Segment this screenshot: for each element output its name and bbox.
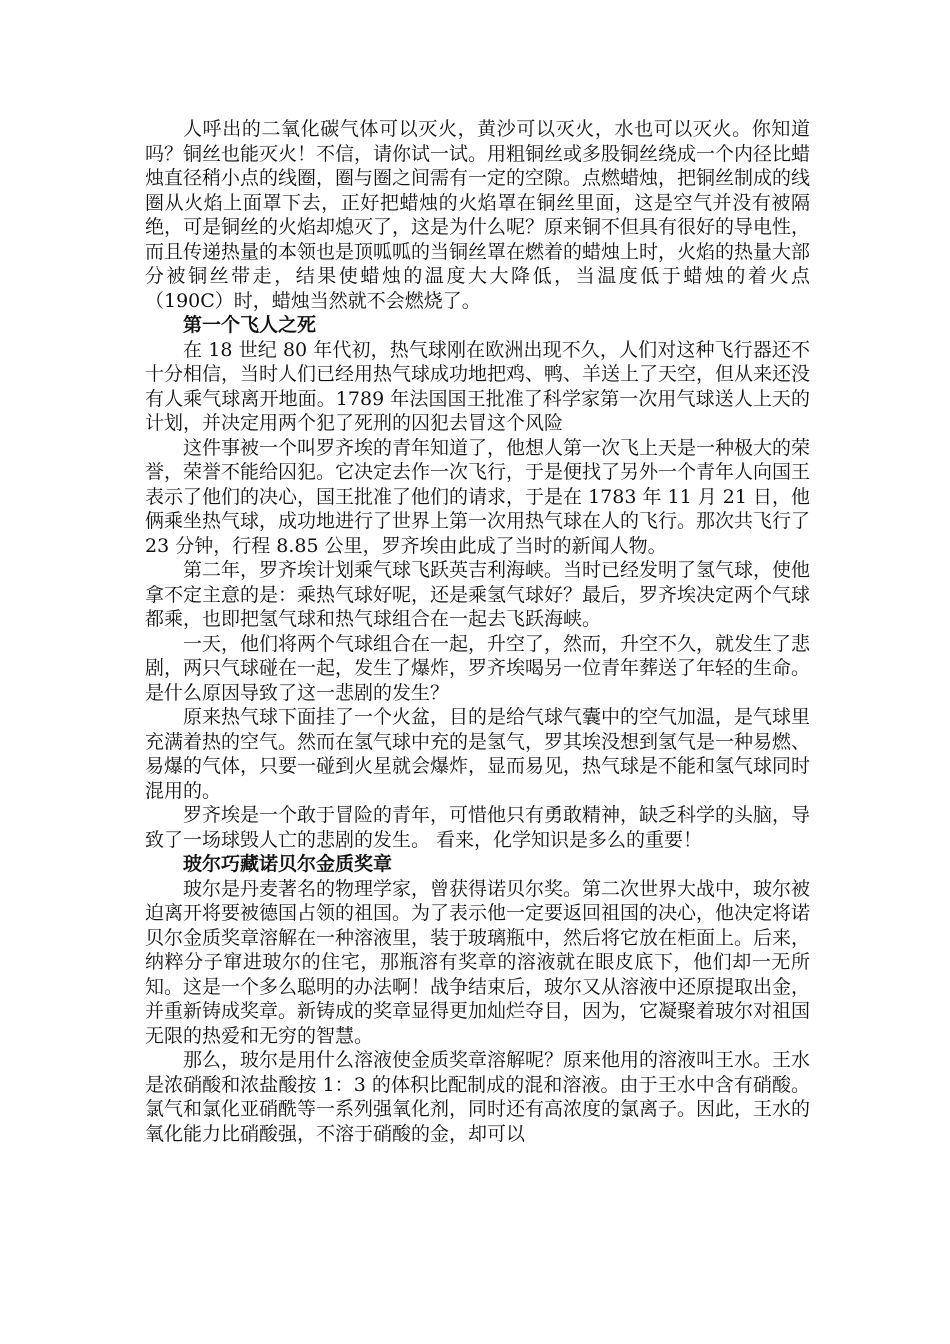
heading-bohr-medal: 玻尔巧藏诺贝尔金质奖章 — [183, 853, 393, 875]
paragraph-bohr-1: 玻尔是丹麦著名的物理学家，曾获得诺贝尔奖。第二次世界大战中，玻尔被迫离开将要被德国占领的祖国。为了表示他一定要返回祖国的决心，他决定将诺贝尔金质奖章溶解在一种溶液里，装于玻璃瓶中，然后将它放在柜面上。后来，纳粹分子窜进玻尔的住宅，那瓶溶有奖章的溶液就在眼皮底下，他们却一无所知。这是一个多么聪明的办法啊！战争结束后，玻尔又从溶液中还原提取出金，并重新铸成奖章。新铸成的奖章显得更加灿烂夺目，因为，它凝聚着玻尔对祖国无限的热爱和无穷的智慧。 — [145, 877, 811, 1047]
paragraph-balloon-6: 罗齐埃是一个敢于冒险的青年，可惜他只有勇敢精神，缺乏科学的头脑，导致了一场球毁人亡的悲剧的发生。 看来，化学知识是多么的重要！ — [145, 804, 811, 851]
paragraph-bohr-2: 那么，玻尔是用什么溶液使金质奖章溶解呢？原来他用的溶液叫王水。王水是浓硝酸和浓盐酸按 1：3 的体积比配制成的混和溶液。由于王水中含有硝酸。氯气和氯化亚硝酰等一系列强氧化剂，同时还有高浓度的氯离子。因此，王水的氧化能力比硝酸强，不溶于硝酸的金，却可以 — [145, 1049, 811, 1145]
heading-first-flyer: 第一个飞人之死 — [183, 314, 317, 336]
paragraph-balloon-4: 一天，他们将两个气球组合在一起，升空了，然而，升空不久，就发生了悲剧，两只气球碰在一起，发生了爆炸，罗齐埃喝另一位青年葬送了年轻的生命。是什么原因导致了这一悲剧的发生？ — [145, 632, 811, 704]
paragraph-copper-wire: 人呼出的二氧化碳气体可以灭火，黄沙可以灭火，水也可以灭火。你知道吗？铜丝也能灭火！不信，请你试一试。用粗铜丝或多股铜丝绕成一个内径比蜡烛直径稍小点的线圈，圈与圈之间需有一定的空隙。点燃蜡烛，把铜丝制成的线圈从火焰上面罩下去，正好把蜡烛的火焰罩在铜丝里面，这是空气并没有被隔绝，可是铜丝的火焰却熄灭了，这是为什么呢？原来铜不但具有很好的导电性，而且传递热量的本领也是顶呱呱的当铜丝罩在燃着的蜡烛上时，火焰的热量大部分被铜丝带走，结果使蜡烛的温度大大降低，当温度低于蜡烛的着火点（190C）时，蜡烛当然就不会燃烧了。 — [145, 118, 811, 312]
paragraph-balloon-3: 第二年，罗齐埃计划乘气球飞跃英吉利海峡。当时已经发明了氢气球，使他拿不定主意的是：乘热气球好呢，还是乘氢气球好？最后，罗齐埃决定两个气球都乘，也即把氢气球和热气球组合在一起去飞跃海峡。 — [145, 559, 811, 630]
paragraph-balloon-5: 原来热气球下面挂了一个火盆，目的是给气球气囊中的空气加温，是气球里充满着热的空气。然而在氢气球中充的是氢气，罗其埃没想到氢气是一种易燃、易爆的气体，只要一碰到火星就会爆炸，显而易见，热气球是不能和氢气球同时混用的。 — [145, 706, 811, 802]
paragraph-balloon-2: 这件事被一个叫罗齐埃的青年知道了，他想人第一次飞上天是一种极大的荣誉，荣誉不能给囚犯。它决定去作一次飞行，于是便找了另外一个青年人向国王表示了他们的决心，国王批准了他们的请求，于是在 1783 年 11 月 21 日，他俩乘坐热气球，成功地进行了世界上第一次用热气球在人的飞行。那次共飞行了 23 分钟，行程 8.85 公里，罗齐埃由此成了当时的新闻人物。 — [145, 436, 811, 557]
document-page — [145, 117, 810, 1146]
paragraph-balloon-1: 在 18 世纪 80 年代初，热气球刚在欧洲出现不久，人们对这种飞行器还不十分相信，当时人们已经用热气球成功地把鸡、鸭、羊送上了天空，但从来还没有人乘气球离开地面。1789 年法国国王批准了科学家第一次用气球送人上天的计划，并决定用两个犯了死刑的囚犯去冒这个风险 — [145, 338, 811, 434]
